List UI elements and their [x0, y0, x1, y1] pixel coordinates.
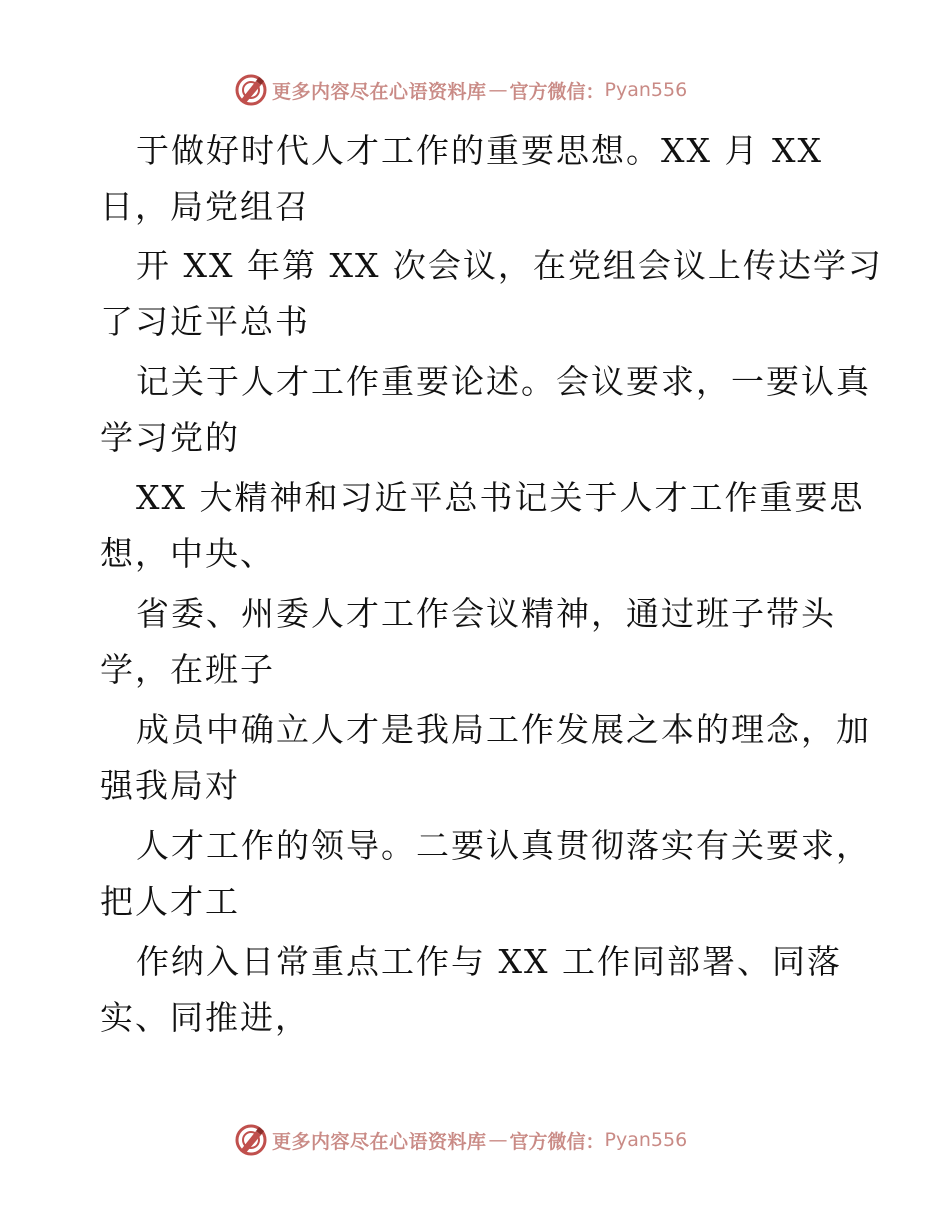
pen-logo-icon	[234, 73, 268, 107]
text-line: 人才工作的领导。二要认真贯彻落实有关要求，	[136, 826, 871, 865]
pen-logo-icon	[234, 1123, 268, 1157]
text-line: 学习党的	[100, 418, 240, 457]
text-line: XX 大精神和习近平总书记关于人才工作重要思	[136, 478, 865, 517]
text-line: 开 XX 年第 XX 次会议，在党组会议上传达学习	[136, 246, 883, 285]
text-line: 日，局党组召	[100, 187, 310, 226]
watermark-label: 官方微信：	[509, 1130, 605, 1153]
footer-watermark	[234, 1122, 687, 1158]
text-line: 省委、州委人才工作会议精神，通过班子带头	[136, 594, 836, 633]
watermark-text: 更多内容尽在心语资料库	[272, 1130, 487, 1153]
text-line: 了习近平总书	[100, 302, 310, 341]
text-line: 把人才工	[100, 882, 240, 921]
text-line: 强我局对	[100, 766, 240, 805]
watermark-dash: —	[488, 1129, 508, 1151]
text-line: 实、同推进，	[100, 998, 310, 1037]
text-line: 想，中央、	[100, 534, 275, 573]
watermark-text: 更多内容尽在心语资料库	[272, 80, 487, 103]
text-line: 学，在班子	[100, 650, 275, 689]
text-line: 作纳入日常重点工作与 XX 工作同部署、同落	[136, 942, 842, 981]
text-line: 记关于人才工作重要论述。会议要求，一要认真	[136, 362, 871, 401]
watermark-id: Pyan556	[604, 79, 688, 101]
watermark-label: 官方微信：	[509, 80, 605, 103]
text-line: 成员中确立人才是我局工作发展之本的理念，加	[136, 710, 871, 749]
watermark-id: Pyan556	[604, 1129, 688, 1151]
text-line: 于做好时代人才工作的重要思想。XX 月 XX	[136, 131, 823, 170]
watermark-dash: —	[488, 79, 508, 101]
header-watermark	[234, 72, 687, 108]
